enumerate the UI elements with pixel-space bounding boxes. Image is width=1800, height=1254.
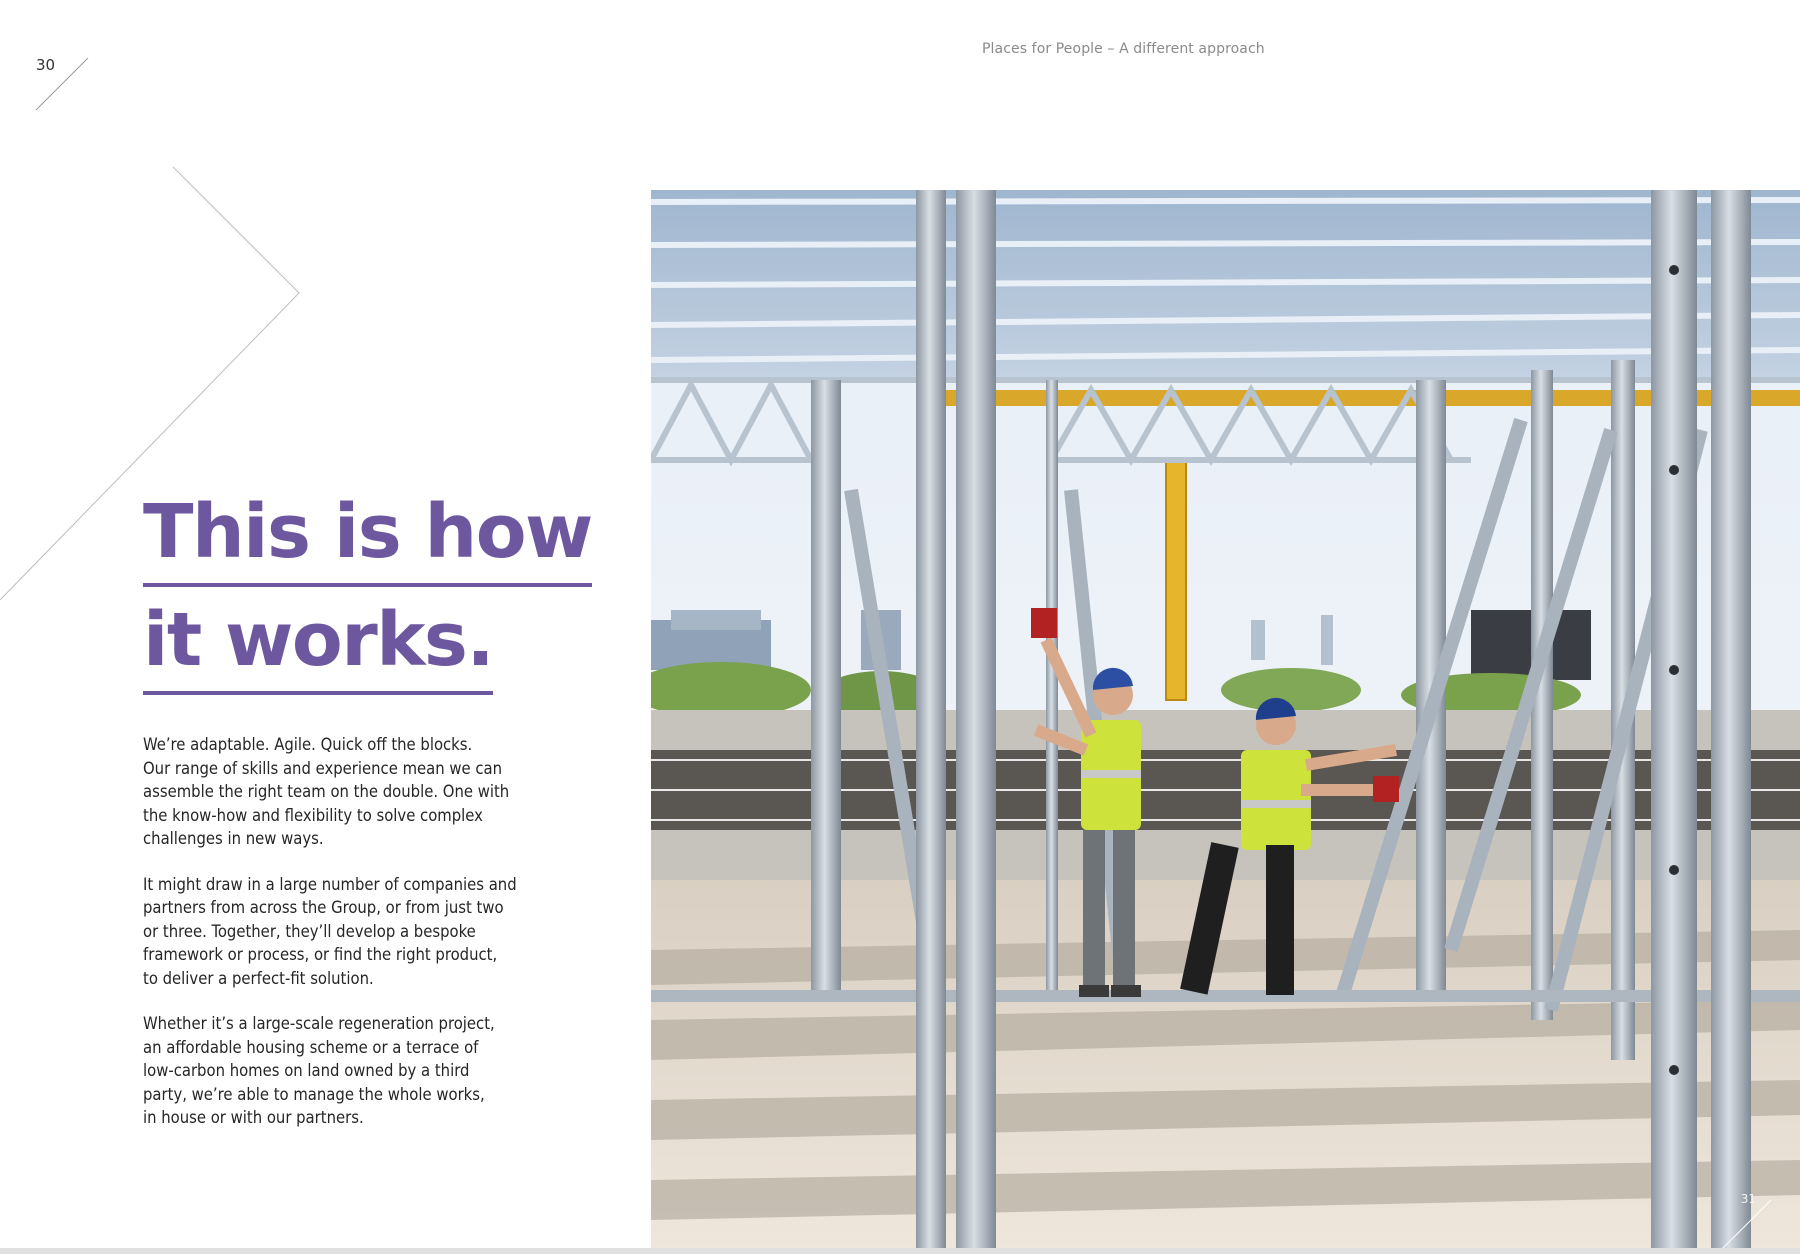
- paragraph-3: Whether it’s a large-scale regeneration project, an affordable housing scheme or a terrace of low-carbon homes on land owned by a third party, we’re able to manage the whole works, in house or with our partners.: [143, 1014, 495, 1127]
- paragraph-1: We’re adaptable. Agile. Quick off the blocks. Our range of skills and experience mean we can assemble the right team on the double. One with the know-how and flexibility to solve complex challenges in new ways.: [143, 735, 510, 848]
- paragraph-2: It might draw in a large number of companies and partners from across the Group, or from just two or three. Together, they’ll develop a bespoke framework or process, or find the right product, to deliver a perfect-fit solution.: [143, 874, 517, 988]
- running-head: Places for People – A different approach: [982, 41, 1265, 57]
- page-bottom-edge: [0, 1248, 1800, 1254]
- body-copy: [143, 733, 563, 1152]
- construction-photo: [651, 190, 1800, 1252]
- headline-line-2: it works.: [143, 603, 493, 695]
- page-number-right: 31: [1740, 1192, 1756, 1206]
- headline: [143, 489, 592, 711]
- headline-line-1: This is how: [143, 495, 592, 587]
- page-number-left: 30: [36, 56, 56, 74]
